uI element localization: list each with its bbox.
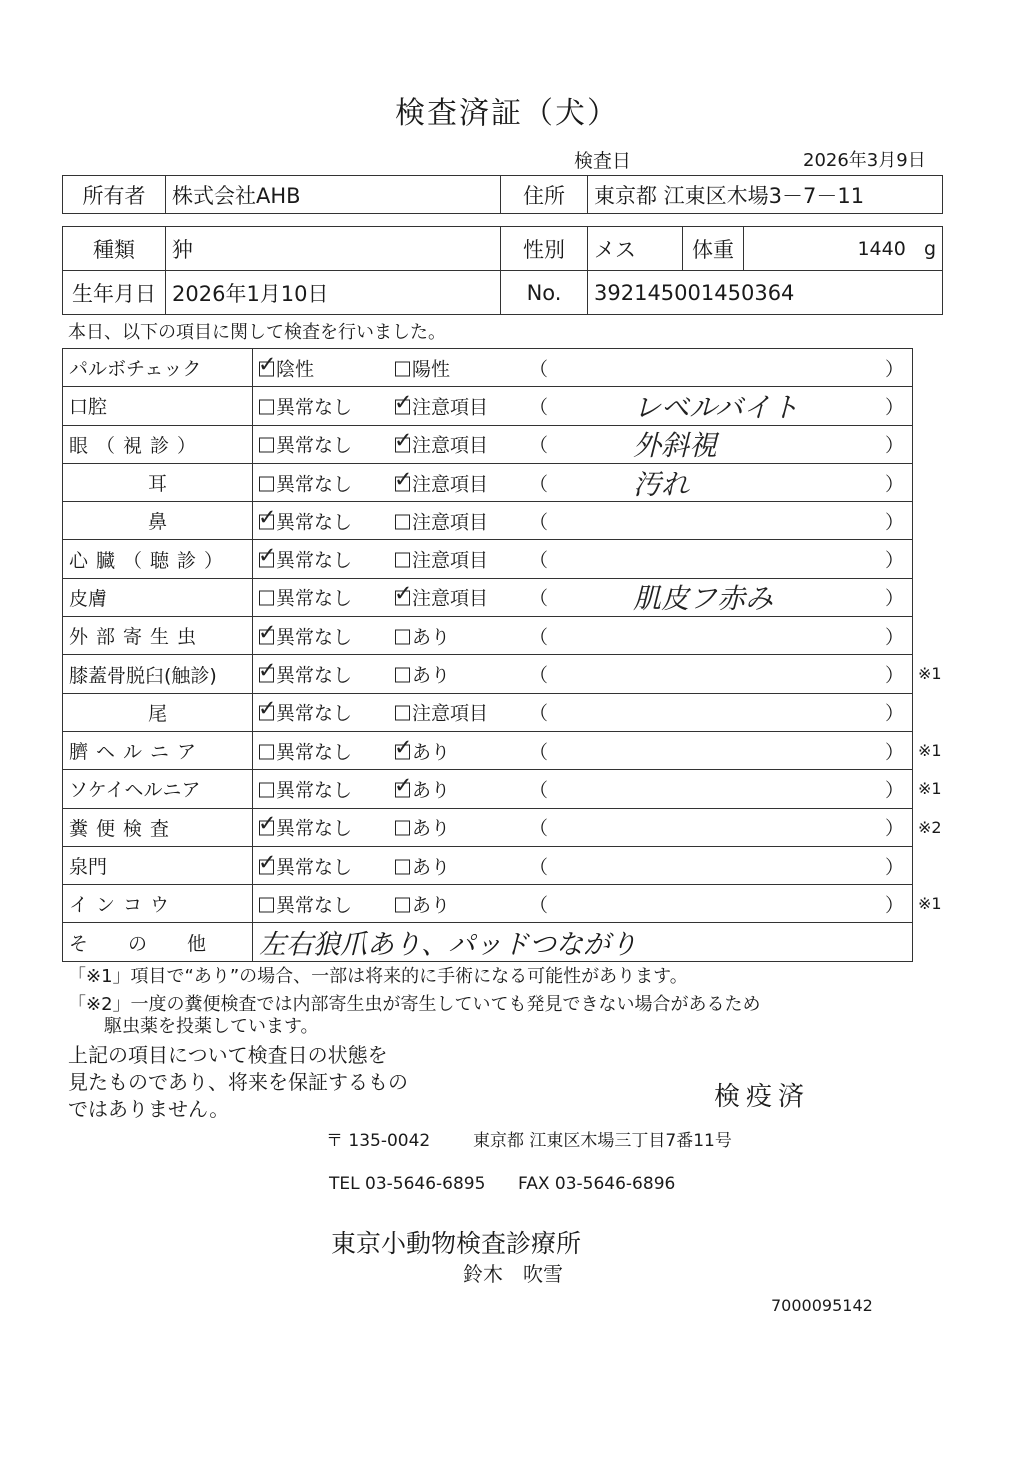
exam-result-cell	[253, 885, 913, 923]
option-1[interactable]	[259, 354, 314, 381]
checkmark-icon: ✓	[258, 658, 277, 684]
exam-result-cell	[253, 502, 913, 540]
checkbox-icon[interactable]	[394, 390, 413, 416]
exam-row	[63, 770, 913, 808]
other-note-cell	[253, 923, 913, 961]
exam-result-cell	[253, 808, 913, 846]
exam-row	[63, 463, 913, 501]
intro-text: 本日、以下の項目に関して検査を行いました。	[68, 322, 446, 343]
clinic-tel: TEL 03-5646-6895	[329, 1174, 486, 1194]
option-1[interactable]	[259, 622, 352, 649]
checkbox-icon[interactable]	[395, 361, 410, 376]
paren-open: （	[529, 817, 549, 840]
checkbox-icon[interactable]	[394, 773, 413, 799]
exam-item-name	[63, 463, 253, 501]
checkbox-icon[interactable]	[395, 859, 410, 874]
option-2[interactable]	[395, 507, 488, 534]
footnote-mark: ※1	[918, 741, 942, 760]
exam-result-cell	[253, 349, 913, 387]
exam-row-other	[63, 923, 913, 961]
checkbox-icon[interactable]	[259, 399, 274, 414]
checkmark-icon: ✓	[258, 352, 277, 378]
option-2[interactable]	[395, 354, 450, 381]
exam-result-cell	[253, 617, 913, 655]
clinic-fax: FAX 03-5646-6896	[518, 1174, 676, 1194]
checkbox-icon[interactable]	[258, 352, 277, 378]
option-label: 異常なし	[276, 511, 353, 534]
exam-item-name	[63, 923, 253, 961]
option-1[interactable]	[258, 658, 353, 688]
animal-info-table	[62, 226, 943, 315]
quarantine-stamp: 検疫済	[714, 1082, 811, 1112]
exam-item-name	[63, 885, 253, 923]
exam-result-cell	[253, 846, 913, 884]
exam-row	[63, 655, 913, 693]
sex-value: メス	[588, 227, 683, 271]
exam-row	[63, 693, 913, 731]
paren-close: ）	[884, 511, 904, 534]
checkbox-icon[interactable]	[259, 782, 274, 797]
exam-result-cell	[253, 425, 913, 463]
option-1[interactable]	[258, 811, 353, 841]
option-label: 陽性	[412, 358, 451, 381]
exam-item-name	[63, 808, 253, 846]
option-2[interactable]	[395, 775, 450, 802]
exam-result-cell	[253, 463, 913, 501]
paren-open: （	[529, 626, 549, 649]
exam-item-label: 鼻	[148, 511, 168, 534]
exam-item-name	[63, 846, 253, 884]
checkbox-icon[interactable]	[395, 897, 410, 912]
option-label: あり	[412, 741, 451, 764]
document-title: 検査済証（犬）	[395, 96, 619, 131]
footnote-2b: 駆虫薬を投薬しています。	[104, 1016, 319, 1037]
checkbox-icon[interactable]	[259, 476, 274, 491]
checkmark-icon: ✓	[394, 390, 413, 416]
weight-value: 1440	[857, 237, 906, 260]
option-1[interactable]	[259, 431, 352, 458]
exam-result-cell	[253, 731, 913, 769]
checkbox-icon[interactable]	[394, 428, 413, 454]
option-label: 注意項目	[412, 587, 489, 610]
paren-open: （	[529, 549, 549, 572]
paren-open: （	[529, 358, 549, 381]
option-1[interactable]	[259, 890, 352, 917]
paren-close: ）	[884, 396, 904, 419]
checkmark-icon: ✓	[394, 467, 413, 493]
dob-value: 2026年1月10日	[166, 271, 501, 315]
checkmark-icon: ✓	[394, 428, 413, 454]
checkmark-icon: ✓	[394, 773, 413, 799]
sex-label: 性別	[501, 227, 588, 271]
option-1[interactable]	[258, 696, 353, 726]
exam-result-cell	[253, 540, 913, 578]
checkbox-icon[interactable]	[258, 850, 277, 875]
exam-result-cell	[253, 655, 913, 693]
paren-open: （	[529, 511, 549, 534]
disclaimer-line-2: 見たものであり、将来を保証するもの	[68, 1070, 408, 1094]
exam-item-label: ソケイヘルニア	[69, 779, 201, 802]
exam-result-cell	[253, 578, 913, 616]
option-label: 異常なし	[276, 817, 353, 840]
exam-row	[63, 885, 913, 923]
paren-close: ）	[884, 856, 904, 878]
footnote-mark: ※1	[918, 894, 942, 914]
option-label: 注意項目	[412, 702, 489, 725]
address-value: 東京都 江東区木場3－7－11	[588, 176, 943, 214]
paren-close: ）	[884, 358, 904, 381]
option-label: 異常なし	[276, 396, 353, 419]
paren-open: （	[529, 434, 549, 457]
exam-date-value: 2026年3月9日	[803, 150, 926, 171]
checkbox-icon[interactable]	[259, 897, 274, 912]
option-label: あり	[412, 856, 451, 878]
disclaimer-line-1: 上記の項目について検査日の状態を	[68, 1043, 388, 1067]
document-number: 7000095142	[771, 1296, 873, 1315]
option-label: 異常なし	[276, 894, 353, 917]
owner-label: 所有者	[63, 176, 166, 214]
exam-row	[63, 578, 913, 616]
exam-item-label: パルボチェック	[69, 358, 202, 381]
option-2[interactable]	[395, 546, 488, 573]
paren-open: （	[529, 396, 549, 419]
checkbox-icon[interactable]	[258, 543, 277, 569]
doctor-name: 鈴木 吹雪	[463, 1262, 563, 1286]
paren-open: （	[529, 702, 549, 725]
disclaimer-line-3: ではありません。	[68, 1097, 230, 1121]
no-value: 392145001450364	[588, 271, 943, 315]
option-1[interactable]	[259, 852, 352, 879]
paren-open: （	[529, 779, 549, 802]
paren-close: ）	[884, 664, 904, 687]
no-label: No.	[501, 271, 588, 315]
exam-item-label: 外部寄生虫	[69, 626, 205, 649]
checkbox-icon[interactable]	[395, 553, 410, 568]
weight-label: 体重	[683, 227, 744, 271]
owner-value: 株式会社AHB	[166, 176, 501, 214]
checkmark-icon: ✓	[258, 543, 277, 569]
exam-item-name	[63, 349, 253, 387]
paren-close: ）	[884, 741, 904, 764]
exam-row	[63, 502, 913, 540]
paren-close: ）	[884, 702, 904, 725]
weight-value-cell	[744, 227, 943, 271]
exam-row	[63, 808, 913, 846]
checkmark-icon: ✓	[258, 696, 277, 722]
option-label: 注意項目	[412, 434, 489, 457]
checkbox-icon[interactable]	[395, 821, 410, 836]
paren-close: ）	[884, 587, 904, 610]
checkbox-icon[interactable]	[395, 514, 410, 529]
option-label: 注意項目	[412, 396, 489, 419]
footnote-mark: ※1	[918, 779, 942, 799]
option-1[interactable]	[259, 469, 352, 496]
paren-close: ）	[884, 626, 904, 649]
exam-item-label: インコウ	[69, 894, 178, 917]
option-label: 異常なし	[276, 626, 353, 649]
checkbox-icon[interactable]	[395, 706, 410, 721]
handwritten-note: 汚れ	[633, 467, 690, 501]
checkbox-icon[interactable]	[258, 811, 277, 837]
exam-item-name	[63, 502, 253, 540]
paren-close: ）	[884, 894, 904, 917]
option-1[interactable]	[259, 392, 352, 419]
checkbox-icon[interactable]	[395, 668, 410, 683]
option-2[interactable]	[395, 852, 450, 879]
option-label: 異常なし	[276, 473, 353, 496]
handwritten-note: レベルバイト	[633, 390, 800, 424]
exam-item-name	[63, 425, 253, 463]
option-2[interactable]	[395, 622, 450, 649]
exam-item-label: 心臓（聴診）	[69, 549, 232, 572]
footnote-mark: ※2	[918, 817, 942, 837]
option-1[interactable]	[259, 737, 352, 764]
option-2[interactable]	[394, 428, 489, 458]
exam-result-cell	[253, 693, 913, 731]
exam-item-label: その他	[69, 932, 247, 955]
option-label: 異常なし	[276, 856, 353, 878]
exam-item-label: 臍ヘルニア	[69, 741, 205, 764]
handwritten-note: 外斜視	[633, 429, 718, 463]
checkmark-icon: ✓	[258, 811, 277, 837]
checkbox-icon[interactable]	[259, 591, 274, 606]
exam-row	[63, 387, 913, 425]
exam-item-name	[63, 655, 253, 693]
paren-open: （	[529, 856, 549, 878]
exam-row	[63, 731, 913, 769]
option-label: 異常なし	[276, 741, 353, 764]
option-label: あり	[412, 664, 451, 687]
exam-item-name	[63, 731, 253, 769]
footnote-1: 「※1」項目で“あり”の場合、一部は将来的に手術になる可能性があります。	[68, 966, 688, 987]
option-label: 異常なし	[276, 434, 353, 457]
option-label: 注意項目	[412, 473, 489, 496]
option-label: 注意項目	[412, 511, 489, 534]
option-label: 異常なし	[276, 664, 353, 687]
option-label: 異常なし	[276, 779, 353, 802]
option-1[interactable]	[258, 543, 353, 573]
checkbox-icon[interactable]	[394, 467, 413, 493]
option-2[interactable]	[395, 661, 450, 688]
exam-item-label: 糞便検査	[69, 817, 178, 840]
exam-date-label: 検査日	[574, 150, 632, 172]
clinic-name: 東京小動物検査診療所	[331, 1229, 582, 1258]
exam-item-label: 膝蓋骨脱臼(触診)	[69, 664, 217, 687]
checkmark-icon: ✓	[258, 505, 277, 531]
exam-row	[63, 617, 913, 655]
handwritten-other-note: 左右狼爪あり、パッドつながり	[259, 929, 638, 961]
checkbox-icon[interactable]	[259, 438, 274, 453]
paren-open: （	[529, 587, 549, 610]
exam-item-name	[63, 693, 253, 731]
exam-item-name	[63, 540, 253, 578]
paren-close: ）	[884, 549, 904, 572]
checkbox-icon[interactable]	[394, 581, 413, 607]
option-label: あり	[412, 817, 451, 840]
exam-row	[63, 540, 913, 578]
paren-close: ）	[884, 817, 904, 840]
option-2[interactable]	[395, 737, 450, 764]
exam-item-label: 尾	[148, 702, 168, 725]
breed-label: 種類	[63, 227, 166, 271]
clinic-address: 東京都 江東区木場三丁目7番11号	[473, 1131, 732, 1151]
checkbox-icon[interactable]	[258, 658, 277, 684]
option-label: あり	[412, 894, 451, 917]
checkmark-icon: ✓	[394, 735, 413, 761]
address-label: 住所	[501, 176, 588, 214]
footnote-2: 「※2」一度の糞便検査では内部寄生虫が寄生していても発見できない場合があるため	[68, 994, 761, 1015]
exam-item-label: 皮膚	[69, 587, 108, 610]
exam-item-label: 口腔	[69, 396, 108, 419]
option-label: 異常なし	[276, 549, 353, 572]
checkbox-icon[interactable]	[394, 735, 413, 761]
exam-item-label: 眼（視診）	[69, 434, 205, 457]
paren-close: ）	[884, 779, 904, 802]
exam-result-cell	[253, 770, 913, 808]
paren-open: （	[529, 894, 549, 917]
paren-close: ）	[884, 434, 904, 457]
checkmark-icon: ✓	[394, 581, 413, 607]
exam-items-table	[62, 348, 913, 962]
exam-item-label: 耳	[148, 473, 168, 496]
postal-code: 〒 135-0042	[326, 1131, 431, 1151]
option-1[interactable]	[259, 775, 352, 802]
exam-item-name	[63, 617, 253, 655]
option-2[interactable]	[395, 469, 488, 496]
checkbox-icon[interactable]	[395, 629, 410, 644]
exam-item-label: 泉門	[69, 856, 108, 878]
option-2[interactable]	[395, 890, 450, 917]
checkbox-icon[interactable]	[258, 620, 277, 646]
checkmark-icon: ✓	[258, 620, 277, 646]
dob-label: 生年月日	[63, 271, 166, 315]
checkbox-icon[interactable]	[259, 744, 274, 759]
option-1[interactable]	[259, 507, 352, 534]
footnote-mark: ※1	[918, 664, 942, 684]
exam-item-name	[63, 578, 253, 616]
option-label: あり	[412, 779, 451, 802]
exam-item-name	[63, 770, 253, 808]
option-2[interactable]	[395, 699, 488, 726]
breed-value: 狆	[166, 227, 501, 271]
paren-open: （	[529, 664, 549, 687]
option-2[interactable]	[394, 581, 489, 611]
option-label: 注意項目	[412, 549, 489, 572]
option-label: あり	[412, 626, 451, 649]
exam-row	[63, 846, 913, 884]
paren-open: （	[529, 473, 549, 496]
checkmark-icon: ✓	[258, 850, 277, 875]
handwritten-note: 肌皮フ赤み	[633, 582, 774, 616]
exam-result-cell	[253, 387, 913, 425]
owner-table	[62, 175, 943, 214]
checkbox-icon[interactable]	[258, 505, 277, 531]
exam-row	[63, 425, 913, 463]
paren-close: ）	[884, 473, 904, 496]
exam-row	[63, 349, 913, 387]
option-2[interactable]	[395, 814, 450, 841]
option-label: 異常なし	[276, 587, 353, 610]
option-2[interactable]	[395, 392, 488, 419]
checkbox-icon[interactable]	[258, 696, 277, 722]
weight-unit: g	[923, 237, 936, 260]
option-label: 陰性	[276, 358, 315, 381]
exam-item-name	[63, 387, 253, 425]
paren-open: （	[529, 741, 549, 764]
option-1[interactable]	[259, 584, 352, 611]
option-label: 異常なし	[276, 702, 353, 725]
